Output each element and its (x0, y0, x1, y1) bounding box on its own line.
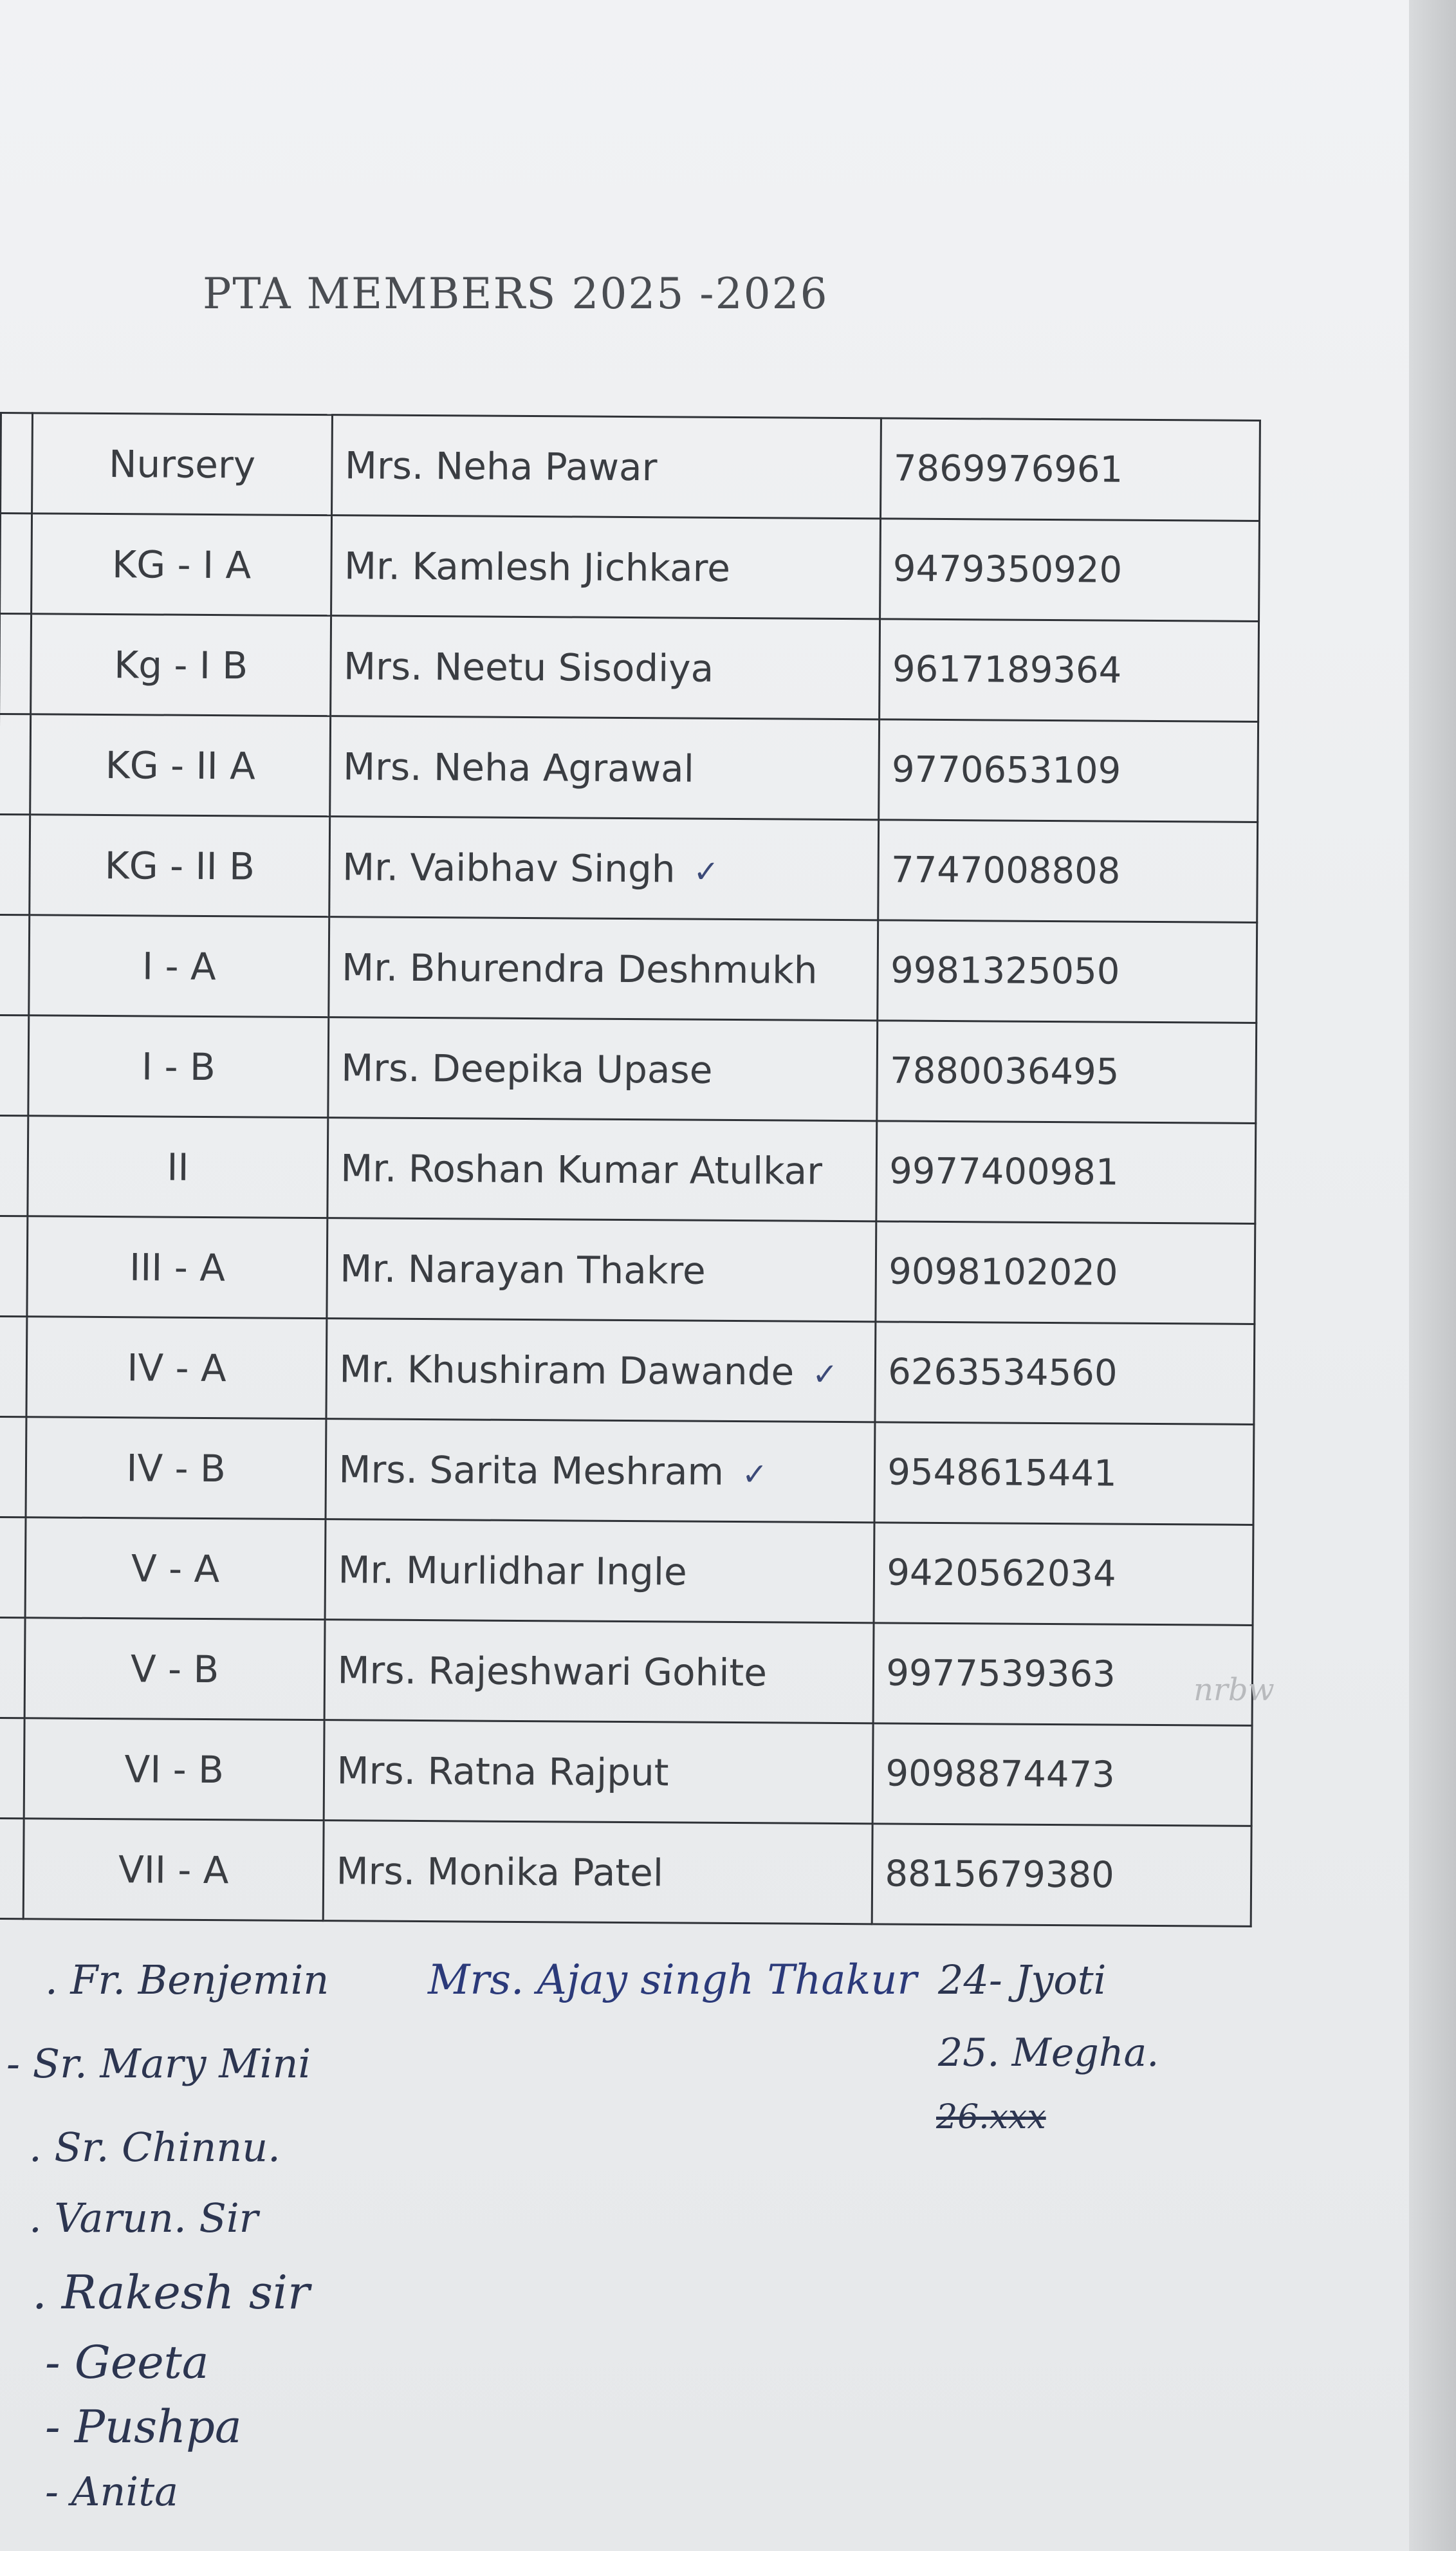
phone-cell: 9098102020 (876, 1221, 1255, 1324)
row-margin-cell (1, 413, 33, 514)
class-cell: VI - B (24, 1718, 325, 1821)
handwritten-struck-entry: 26.xxx (936, 2098, 1046, 2137)
member-name-cell (329, 917, 878, 1021)
table-row (0, 1216, 1255, 1324)
member-name: Mrs. Neha Agrawal (342, 744, 695, 791)
handwritten-fr-benjemin: . Fr. Benjemin (45, 1956, 329, 2003)
phone-cell: 9981325050 (878, 920, 1257, 1023)
member-name: Mr. Kamlesh Jichkare (344, 543, 731, 590)
phone-cell: 7880036495 (877, 1021, 1257, 1124)
member-name: Mrs. Rajeshwari Gohite (337, 1647, 768, 1694)
member-name-cell (328, 1017, 878, 1121)
member-name-cell (330, 716, 880, 820)
row-margin-cell (0, 614, 31, 714)
table-row (0, 1617, 1253, 1725)
handwritten-megha: 25. Megha. (938, 2030, 1159, 2075)
phone-cell: 9977400981 (876, 1121, 1256, 1224)
member-name: Mr. Bhurendra Deshmukh (341, 945, 818, 992)
member-name: Mr. Narayan Thakre (340, 1246, 706, 1293)
member-name: Mr. Murlidhar Ingle (338, 1547, 687, 1594)
phone-cell: 7869976961 (881, 418, 1260, 521)
table-row (1, 413, 1260, 521)
member-name-cell (324, 1821, 873, 1924)
row-margin-cell (0, 714, 30, 815)
row-margin-cell (0, 1416, 26, 1517)
class-cell: IV - A (26, 1317, 327, 1419)
class-cell: Nursery (32, 413, 333, 515)
phone-cell: 9479350920 (880, 519, 1260, 622)
faint-margin-note: nrbw (1193, 1672, 1275, 1708)
class-cell: I - A (29, 915, 330, 1017)
checkmark-icon: ✓ (741, 1456, 768, 1492)
member-name: Mrs. Neha Pawar (344, 443, 658, 489)
phone-cell: 9548615441 (874, 1422, 1254, 1525)
checkmark-icon: ✓ (693, 853, 719, 890)
paper-edge-shadow (1409, 0, 1456, 2551)
member-name: Mrs. Deepika Upase (341, 1045, 713, 1092)
handwritten-jyoti: 24- Jyoti (938, 1956, 1107, 2003)
class-cell: Kg - I B (30, 614, 331, 716)
member-name-cell (325, 1519, 874, 1623)
member-name: Mrs. Monika Patel (336, 1848, 664, 1895)
member-name-cell (326, 1319, 876, 1422)
member-name-cell (326, 1419, 875, 1523)
table-row (0, 914, 1257, 1023)
table-row (0, 814, 1258, 922)
document-title: PTA MEMBERS 2025 -2026 (203, 269, 829, 319)
member-name-cell (331, 515, 881, 619)
handwritten-rakesh: . Rakesh sir (32, 2265, 310, 2319)
table-row (0, 714, 1258, 822)
checkmark-icon: ✓ (811, 1356, 838, 1393)
table-row (0, 1015, 1257, 1123)
handwritten-varun: . Varun. Sir (29, 2194, 259, 2241)
phone-cell: 9420562034 (874, 1523, 1253, 1626)
class-cell: IV - B (26, 1417, 327, 1519)
handwritten-anita: - Anita (45, 2468, 179, 2515)
member-name-cell (329, 817, 879, 920)
member-name: Mr. Khushiram Dawande (339, 1346, 795, 1394)
handwritten-chinnu: . Sr. Chinnu. (29, 2124, 281, 2171)
handwritten-geeta: - Geeta (45, 2336, 209, 2389)
member-name: Mrs. Neetu Sisodiya (343, 644, 714, 691)
row-margin-cell (0, 1617, 25, 1718)
member-name-cell (327, 1118, 877, 1221)
phone-cell: 9098874473 (872, 1723, 1252, 1826)
table-row (0, 1718, 1252, 1826)
phone-cell: 9617189364 (880, 619, 1259, 722)
member-name-cell (331, 616, 880, 719)
table-row (0, 1818, 1251, 1926)
class-cell: II (28, 1116, 329, 1218)
row-margin-cell (0, 1216, 28, 1316)
class-cell: VII - A (23, 1819, 324, 1921)
class-cell: KG - II B (30, 815, 331, 917)
row-margin-cell (0, 814, 30, 914)
pta-members-table (0, 412, 1261, 1927)
handwritten-mrs-ajay-singh-thakur: Mrs. Ajay singh Thakur (428, 1956, 917, 2004)
member-name: Mrs. Ratna Rajput (336, 1748, 669, 1794)
phone-cell: 6263534560 (875, 1322, 1255, 1425)
row-margin-cell (0, 1316, 27, 1416)
table-row (0, 1416, 1254, 1525)
phone-cell: 9977539363 (873, 1623, 1253, 1726)
handwritten-pushpa: - Pushpa (45, 2400, 242, 2453)
table-row (0, 1115, 1256, 1223)
row-margin-cell (0, 1115, 28, 1216)
row-margin-cell (0, 1015, 29, 1115)
member-name: Mr. Roshan Kumar Atulkar (340, 1146, 823, 1193)
class-cell: I - B (28, 1016, 329, 1118)
member-name: Mrs. Sarita Meshram (338, 1447, 724, 1494)
class-cell: V - B (24, 1618, 326, 1720)
table-row (0, 1316, 1255, 1424)
member-name-cell (324, 1720, 874, 1824)
phone-cell: 9770653109 (879, 719, 1258, 822)
phone-cell: 8815679380 (872, 1824, 1252, 1927)
class-cell: V - A (25, 1517, 326, 1620)
handwritten-mary-mini: - Sr. Mary Mini (6, 2040, 311, 2087)
class-cell: III - A (27, 1216, 328, 1319)
class-cell: KG - II A (30, 714, 331, 817)
phone-cell: 7747008808 (878, 820, 1258, 923)
member-name-cell (325, 1620, 874, 1723)
table-row (0, 514, 1260, 622)
table-row (0, 1517, 1253, 1625)
member-name-cell (327, 1218, 876, 1322)
class-cell: KG - I A (31, 514, 332, 616)
member-name: Mr. Vaibhav Singh (342, 844, 676, 891)
table-row (0, 614, 1259, 722)
row-margin-cell (0, 914, 30, 1015)
row-margin-cell (0, 514, 32, 614)
member-name-cell (332, 415, 881, 519)
row-margin-cell (0, 1517, 26, 1617)
row-margin-cell (0, 1718, 24, 1818)
row-margin-cell (0, 1818, 24, 1918)
